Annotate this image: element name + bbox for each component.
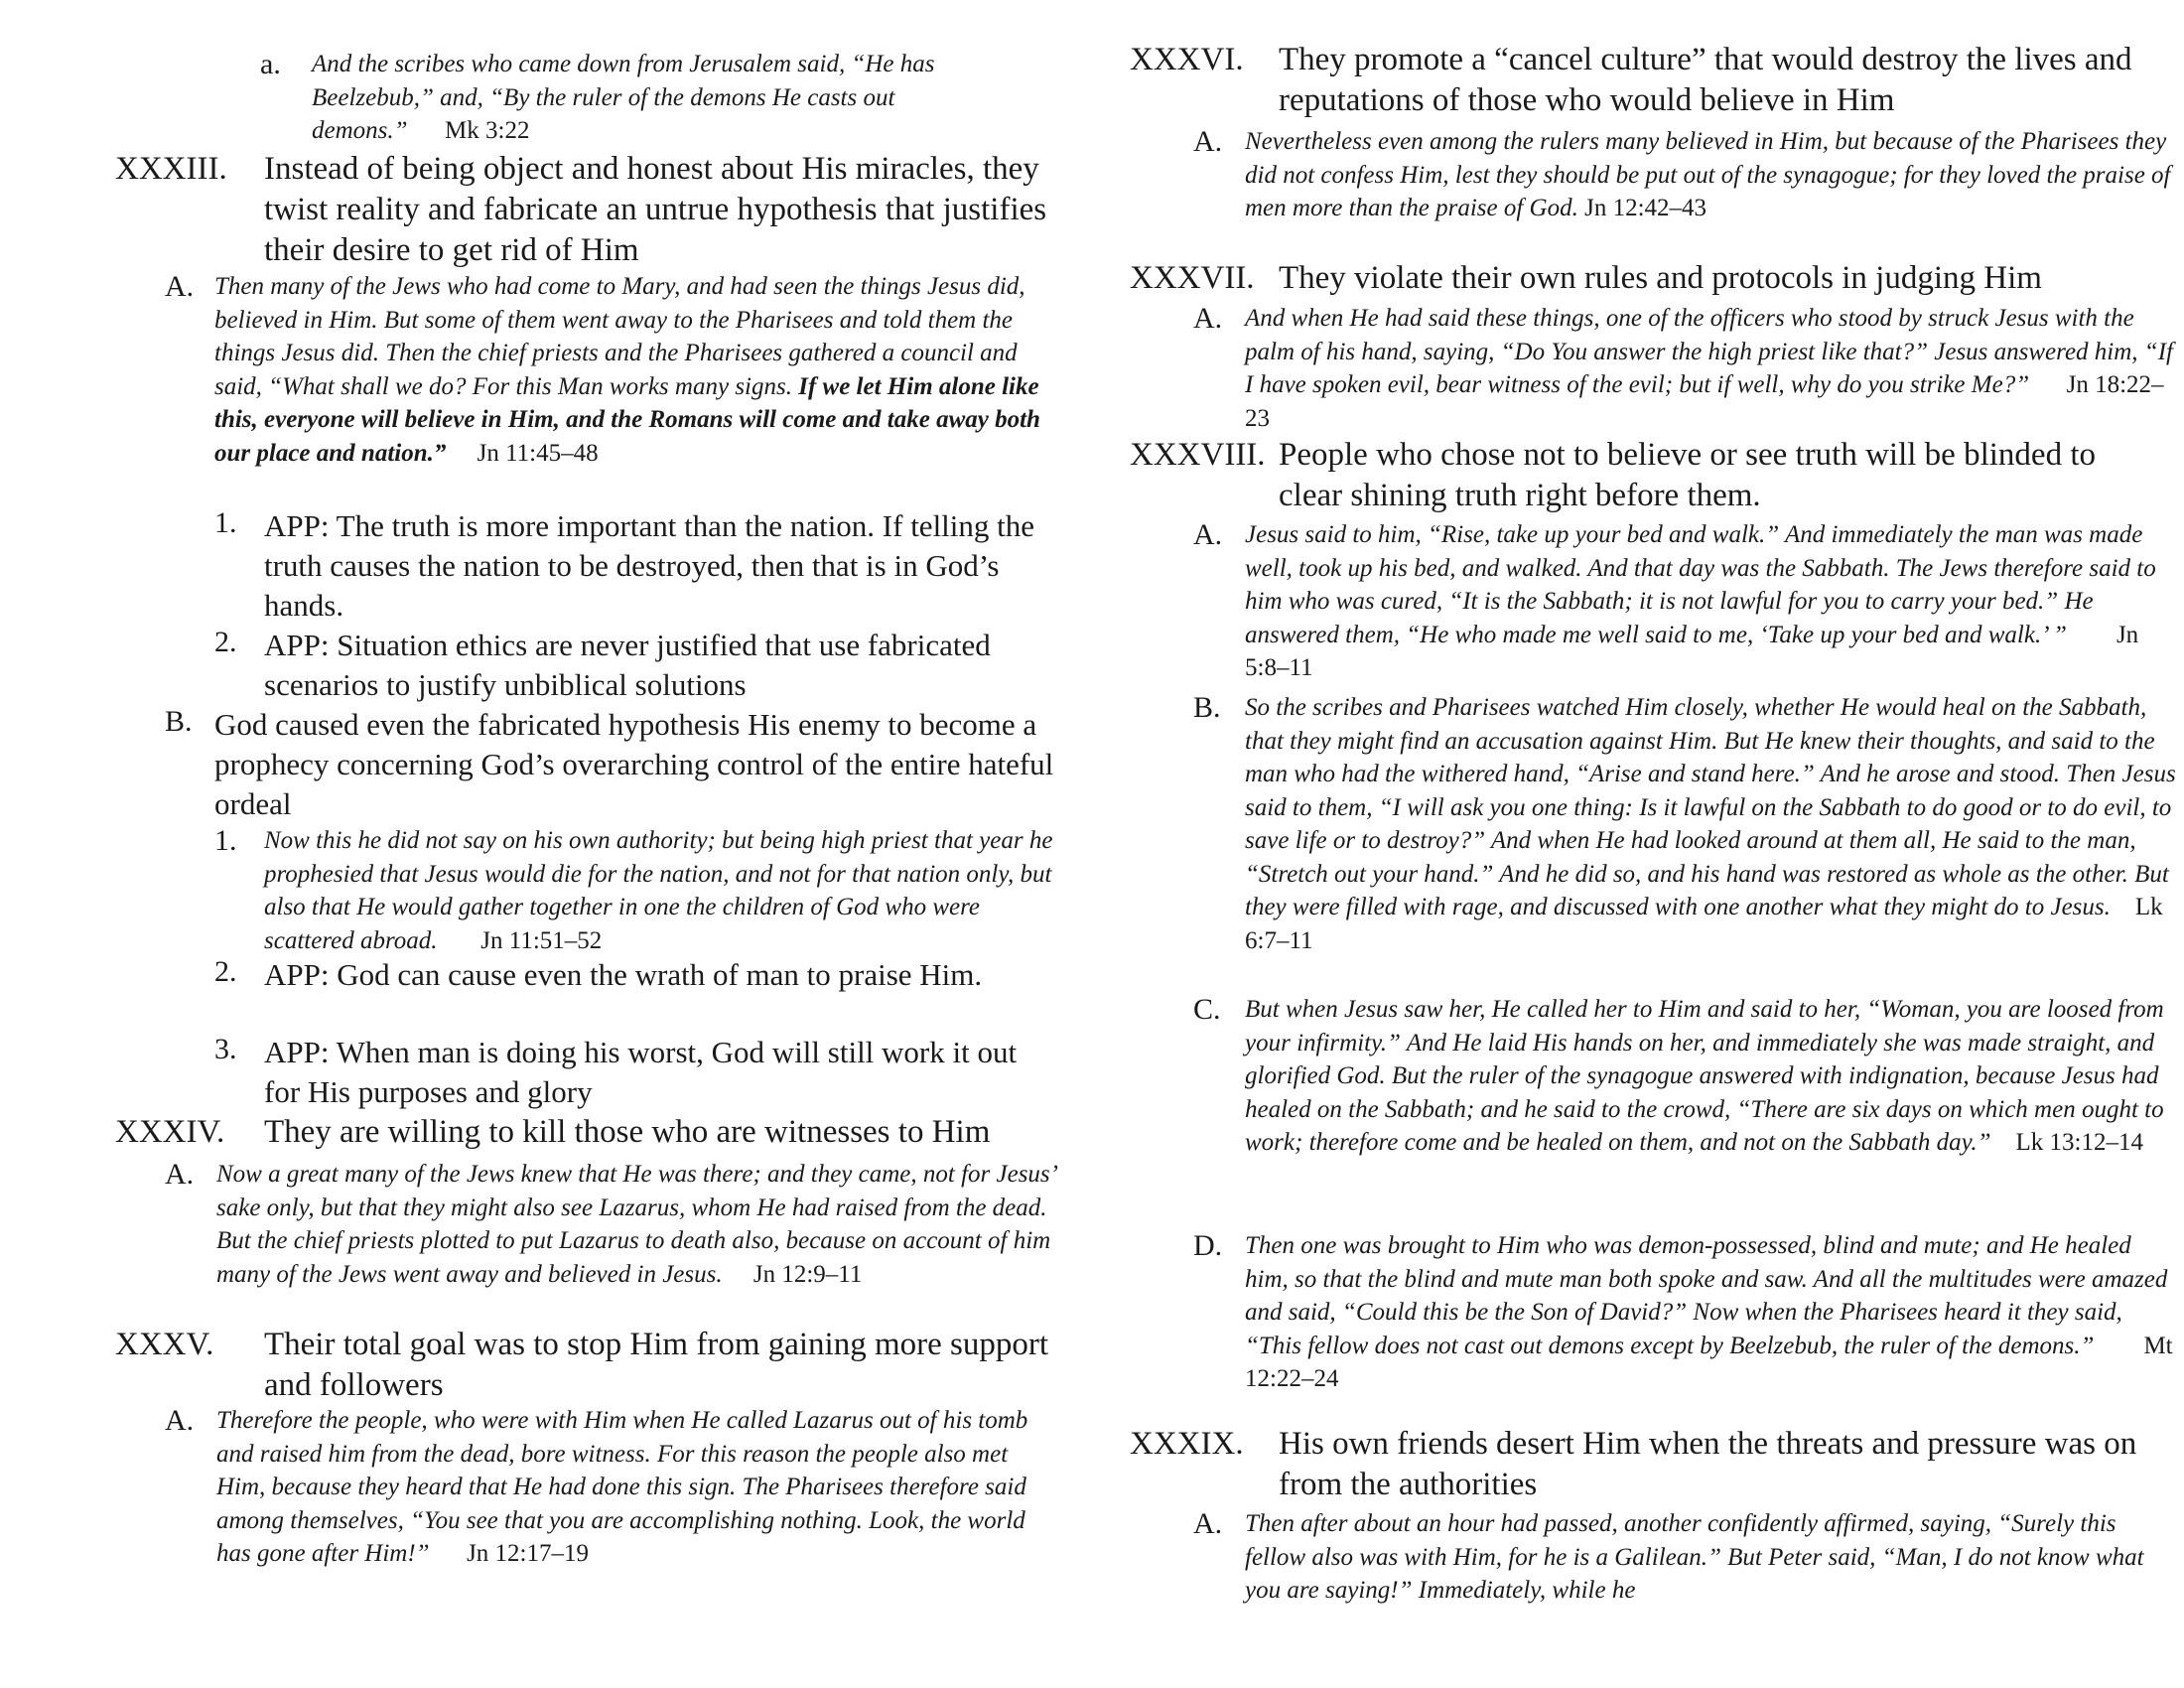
point-marker: D. [1193,1229,1223,1262]
application-text: APP: The truth is more important than the nation. If telling the truth causes the nation to be destroyed, then that is in God’s hands. [264,508,1035,623]
section-title: They are willing to kill those who are witnesses to Him [264,1114,991,1150]
subpoint-marker: a. [260,48,281,80]
subpoint-2 [214,626,1058,705]
scripture-reference: Jn 11:45–48 [477,439,599,467]
scripture-quote [312,48,1054,148]
scripture-reference: Jn 18:22–23 [1245,371,2164,432]
quote-text: Then many of the Jews who had come to Mary, and had seen the things Jesus did, believed in Him. But some of them went away to the Pharisees and told them the things Jesus did. Then the chief priests and the Pharisees gathered a council and said, “What shall we do? For this Man works many signs. [214,273,1025,400]
subpoint-1 [214,506,1058,626]
quote-text: Jesus said to him, “Rise, take up your bed and walk.” And immediately the man was made well, took up his bed, and walked. And that day was the Sabbath. The Jews therefore said to him who was cured, “It is the Sabbath; it is not lawful for you to carry your bed.” He answered them, “He who made me well said to me, ‘Take up your bed and walk.’ ” [1245,521,2156,648]
scripture-reference: Lk 13:12–14 [2015,1129,2143,1156]
point-a [165,1404,1058,1571]
scripture-quote [1245,993,2176,1160]
scripture-quote [1245,125,2176,225]
quote-text: And when He had said these things, one of the officers who stood by struck Jesus with the palm of his hand, saying, “Do You answer the high priest like that?” Jesus answered him, “If I have spoken evil, bear witness of the evil; but if well, why do you strike Me?” [1245,305,2173,398]
quote-text: Now a great many of the Jews knew that He was there; and they came, not for Jesus’ sake only, but that they might also see Lazarus, whom He had raised from the dead. But the chief priests plotted to put Lazarus to death also, because on account of him many of the Jews went away and believed in Jesus. [216,1161,1056,1288]
scripture-quote [1245,518,2176,685]
point-marker: A. [165,1158,195,1191]
point-marker: B. [165,705,193,738]
scripture-quote [214,270,1058,470]
scripture-quote [1245,302,2176,435]
section-title: Instead of being object and honest about His miracles, they twist reality and fabricate an untrue hypothesis that justifies their desire to get rid of Him [264,151,1047,268]
subpoint-2 [214,955,1058,995]
point-marker: A. [165,1404,195,1437]
section-number: XXXVII. [1130,260,1255,296]
section-title: They promote a “cancel culture” that would destroy the lives and reputations of those who would believe in Him [1279,42,2132,118]
point-a [1193,125,2176,225]
scripture-reference: Jn 12:42–43 [1584,195,1707,221]
point-a [165,270,1058,470]
section-title: They violate their own rules and protocols in judging Him [1279,260,2042,296]
point-a [1193,1507,2176,1608]
scripture-reference: Mk 3:22 [445,117,530,144]
subpoint-marker: 3. [214,1033,237,1065]
scripture-quote [1245,1507,2176,1608]
section-number: XXXIV. [115,1114,225,1150]
point-marker: C. [1193,993,1221,1026]
section-number: XXXVI. [1130,42,1244,77]
scripture-quote [1245,691,2176,957]
application-text: APP: Situation ethics are never justified that use fabricated scenarios to justify unbiblical solutions [264,628,991,702]
point-marker: B. [1193,691,1221,724]
point-a [165,1158,1058,1291]
quote-text: And the scribes who came down from Jerusalem said, “He has Beelzebub,” and, “By the ruler of the demons He casts out demons.” [312,51,935,144]
section-number: XXXV. [115,1327,214,1362]
point-c [1193,993,2176,1160]
scripture-reference: Lk 6:7–11 [1245,894,2163,954]
subpoint-marker: 1. [214,824,237,857]
scripture-reference: Mt 12:22–24 [1245,1332,2173,1392]
scripture-reference: Jn 11:51–52 [480,926,603,954]
scripture-quote [216,1404,1058,1571]
scripture-quote [264,824,1058,957]
scripture-reference: Jn 12:9–11 [752,1260,863,1288]
point-marker: A. [1193,518,1223,551]
section-xxxvii [1130,258,2162,299]
quote-text: Now this he did not say on his own authority; but being high priest that year he prophesied that Jesus would die for the nation, and not for that nation only, but also that He would gather together in one the children of God who were scattered abroad. [264,827,1053,954]
point-a [1193,302,2176,435]
section-number: XXXIX. [1130,1426,1244,1462]
section-xxxix [1130,1424,2162,1505]
point-b [165,705,1058,824]
point-a [1193,518,2176,685]
subpoint-marker: 2. [214,626,237,658]
section-xxxviii [1130,435,2162,516]
subpoint-marker: 1. [214,506,237,539]
quote-text: Nevertheless even among the rulers many believed in Him, but because of the Pharisees they did not confess Him, lest they should be put out of the synagogue; for they loved the praise of men more than the praise of God. [1245,128,2171,221]
quote-text: Then after about an hour had passed, another confidently affirmed, saying, “Surely this fellow also was with Him, for he is a Galilean.” But Peter said, “Man, I do not know what you are saying!” Immediately, while he [1245,1510,2144,1604]
application-text: APP: When man is doing his worst, God will still work it out for His purposes and glory [264,1035,1018,1109]
section-xxxvi [1130,40,2162,121]
scripture-quote [1245,1229,2176,1396]
quote-emphasis: If we let Him alone like this, everyone will believe in Him, and the Romans will come and take away both our place and nation.” [214,372,1040,467]
subpoint-3 [214,1033,1058,1112]
subpoint-marker: 2. [214,955,237,988]
subpoint-a [260,48,1054,148]
section-title: His own friends desert Him when the threats and pressure was on from the authorities [1279,1426,2137,1502]
scripture-reference: Jn 12:17–19 [467,1540,590,1567]
section-number: XXXVIII. [1130,437,1266,473]
point-d [1193,1229,2176,1396]
point-marker: A. [1193,302,1223,335]
point-marker: A. [1193,125,1223,158]
point-marker: A. [1193,1507,1223,1540]
point-marker: A. [165,270,195,303]
point-b [1193,691,2176,957]
scripture-reference: Jn 5:8–11 [1245,621,2139,681]
section-number: XXXIII. [115,151,227,187]
section-title: Their total goal was to stop Him from gaining more support and followers [264,1327,1049,1403]
scripture-quote [216,1158,1058,1291]
section-xxxiv [115,1112,1058,1153]
point-text: God caused even the fabricated hypothesis His enemy to become a prophecy concerning God’s overarching control of the entire hateful ordeal [214,707,1054,821]
quote-text: Therefore the people, who were with Him when He called Lazarus out of his tomb and raised him from the dead, bore witness. For this reason the people also met Him, because they heard that He had done this sign. The Pharisees therefore said among themselves, “You see that you are accomplishing nothing. Look, the world has gone after Him!” [216,1407,1028,1567]
quote-text: Then one was brought to Him who was demon-possessed, blind and mute; and He healed him, so that the blind and mute man both spoke and saw. And all the multitudes were amazed and said, “Could this be the Son of David?” Now when the Pharisees heard it they said, “This fellow does not cast out demons except by Beelzebub, the ruler of the demons.” [1245,1232,2168,1359]
section-xxxv [115,1325,1058,1406]
application-text: APP: God can cause even the wrath of man to praise Him. [264,957,983,992]
section-title: People who chose not to believe or see truth will be blinded to clear shining truth right before them. [1279,437,2096,513]
subpoint-1 [214,824,1058,957]
quote-text: But when Jesus saw her, He called her to Him and said to her, “Woman, you are loosed from your infirmity.” And He laid His hands on her, and immediately she was made straight, and glorified God. But the ruler of the synagogue answered with indignation, because Jesus had healed on the Sabbath; and he said to the crowd, “There are six days on which men ought to work; therefore come and be healed on them, and not on the Sabbath day.” [1245,996,2164,1156]
quote-text: So the scribes and Pharisees watched Him closely, whether He would heal on the Sabbath, that they might find an accusation against Him. But He knew their thoughts, and said to the man who had the withered hand, “Arise and stand here.” And he arose and stood. Then Jesus said to them, “I will ask you one thing: Is it lawful on the Sabbath to do good or to do evil, to save life or to destroy?” And when He had looked around at them all, He said to the man, “Stretch out your hand.” And he did so, and his hand was restored as whole as the other. But they were filled with rage, and discussed with one another what they might do to Jesus. [1245,694,2176,920]
section-xxxiii [115,149,1058,271]
